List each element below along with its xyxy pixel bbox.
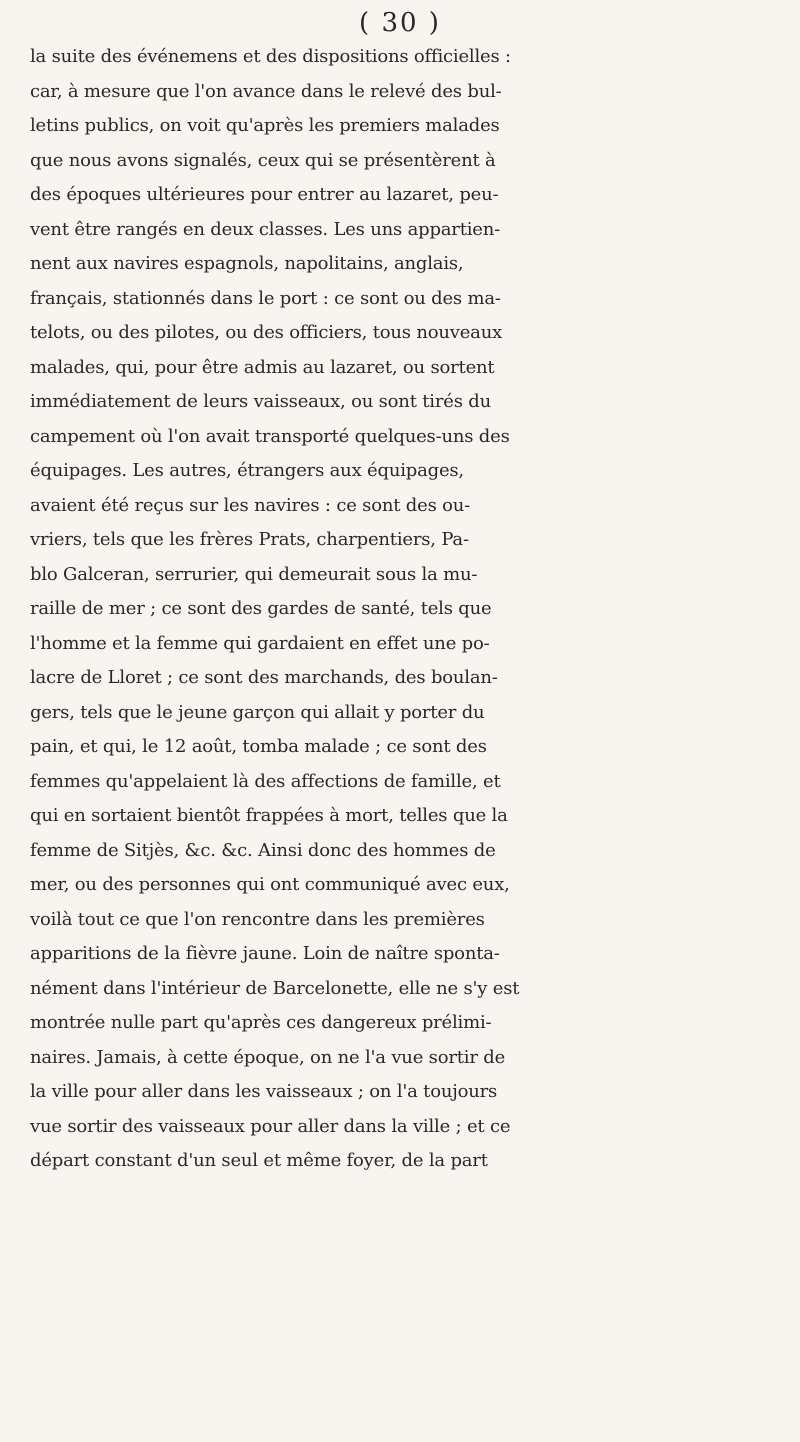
text-line: campement où l'on avait transporté quelques-uns des <box>30 425 510 447</box>
text-line: femme de Sitjès, &c. &c. Ainsi donc des hommes de <box>30 839 496 861</box>
text-line: départ constant d'un seul et même foyer, de la part <box>30 1150 488 1171</box>
text-line: pain, et qui, le 12 août, tomba malade ; ce sont des <box>30 736 487 757</box>
text-line: car, à mesure que l'on avance dans le relevé des bul- <box>30 80 502 102</box>
text-line: raille de mer ; ce sont des gardes de santé, tels que <box>30 598 492 619</box>
text-line: des époques ultérieures pour entrer au lazaret, peu- <box>30 184 499 205</box>
text-line: qui en sortaient bientôt frappées à mort, telles que la <box>30 805 508 826</box>
text-line: gers, tels que le jeune garçon qui allait y porter du <box>30 701 485 723</box>
text-line: malades, qui, pour être admis au lazaret, ou sortent <box>30 356 495 378</box>
text-line: voilà tout ce que l'on rencontre dans les premières <box>30 908 485 930</box>
text-line: que nous avons signalés, ceux qui se présentèrent à <box>30 149 496 171</box>
text-line: avaient été reçus sur les navires : ce sont des ou- <box>30 494 471 516</box>
text-line: français, stationnés dans le port : ce sont ou des ma- <box>30 287 501 309</box>
body-text <box>30 40 790 1179</box>
text-line: l'homme et la femme qui gardaient en effet une po- <box>30 632 490 654</box>
text-line: mer, ou des personnes qui ont communiqué avec eux, <box>30 874 510 895</box>
text-line: équipages. Les autres, étrangers aux équipages, <box>30 460 464 481</box>
text-line: la suite des événemens et des dispositions officielles : <box>30 46 511 67</box>
text-line: vriers, tels que les frères Prats, charpentiers, Pa- <box>30 529 469 550</box>
text-line: vue sortir des vaisseaux pour aller dans la ville ; et ce <box>30 1115 511 1137</box>
text-line: letins publics, on voit qu'après les premiers malades <box>30 115 500 136</box>
text-line: naires. Jamais, à cette époque, on ne l'a vue sortir de <box>30 1046 506 1068</box>
text-line: vent être rangés en deux classes. Les uns appartien- <box>30 218 501 240</box>
text-line: la ville pour aller dans les vaisseaux ; on l'a toujours <box>30 1081 498 1102</box>
text-line: telots, ou des pilotes, ou des officiers, tous nouveaux <box>30 322 503 343</box>
text-line: nément dans l'intérieur de Barcelonette, elle ne s'y est <box>30 977 520 999</box>
text-line: femmes qu'appelaient là des affections de famille, et <box>30 770 501 792</box>
text-line: lacre de Lloret ; ce sont des marchands, des boulan- <box>30 667 498 688</box>
text-line: blo Galceran, serrurier, qui demeurait sous la mu- <box>30 563 478 585</box>
text-line: apparitions de la fièvre jaune. Loin de naître sponta- <box>30 943 500 964</box>
text-line: montrée nulle part qu'après ces dangereux prélimi- <box>30 1012 492 1033</box>
text-line: nent aux navires espagnols, napolitains, anglais, <box>30 253 464 274</box>
page-number: ( 30 ) <box>359 8 441 38</box>
text-line: immédiatement de leurs vaisseaux, ou sont tirés du <box>30 391 491 412</box>
